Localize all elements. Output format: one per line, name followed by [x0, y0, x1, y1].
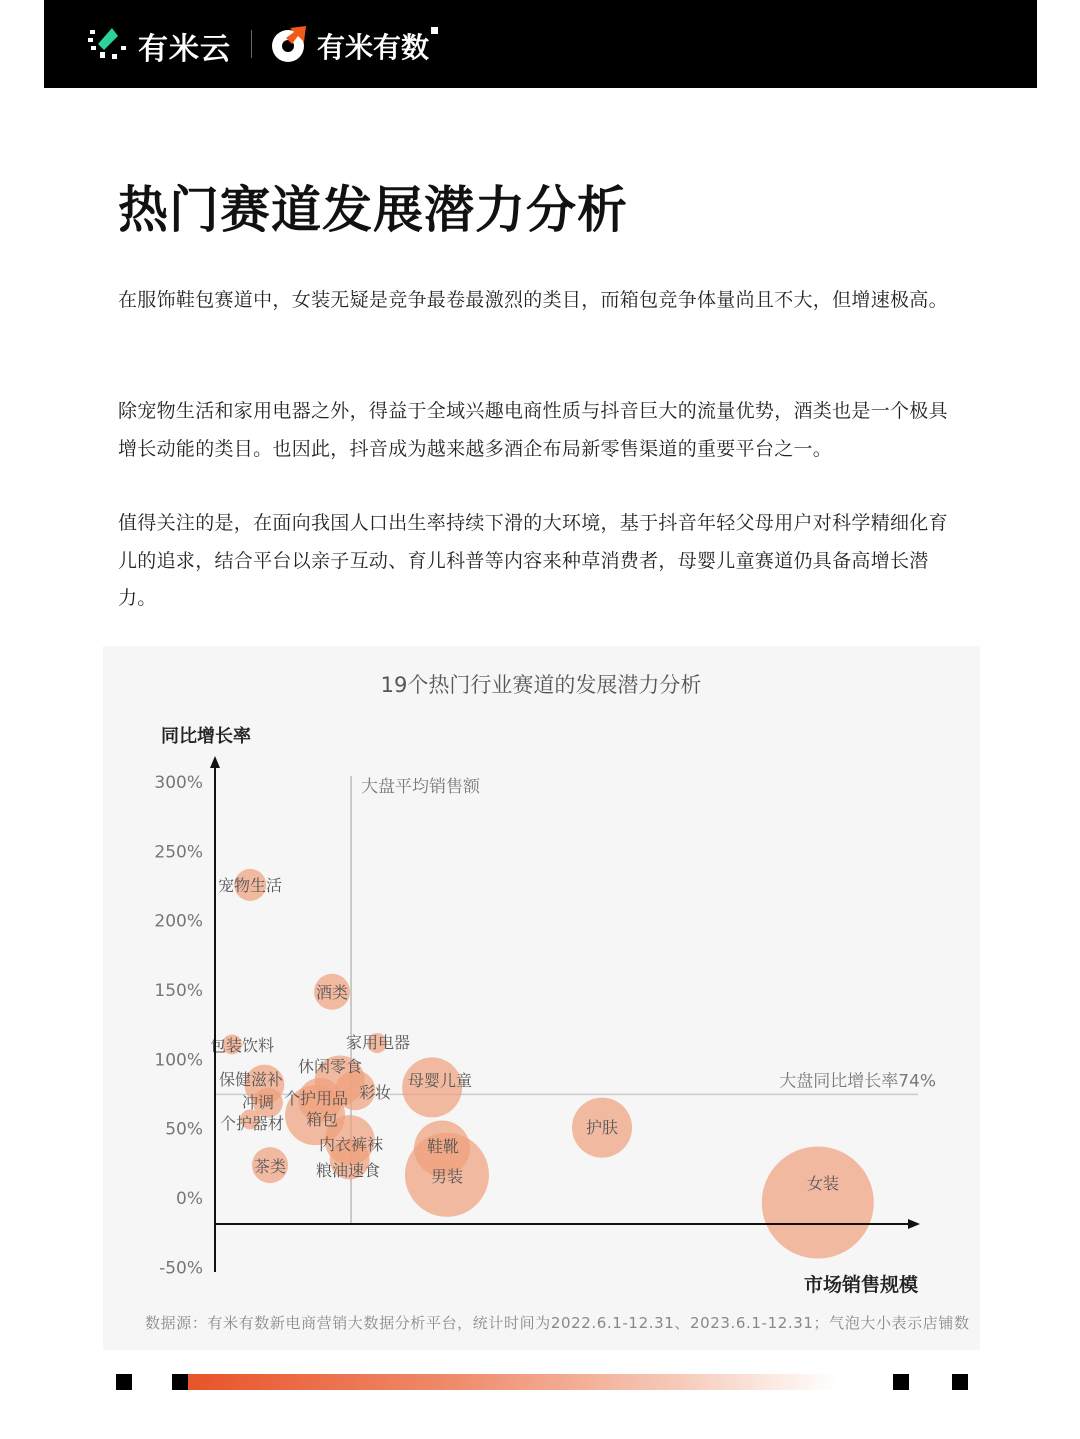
bubble-label: 个护用品 [283, 1089, 349, 1108]
brand-divider [251, 30, 252, 58]
y-axis-arrow-icon [210, 756, 220, 768]
brand-youmi-cloud: 有米云 [138, 32, 231, 67]
brand-youmi-data: 有米有数 [317, 31, 430, 64]
bubble-label: 母婴儿童 [407, 1071, 473, 1090]
decor-square [172, 1374, 188, 1390]
bubble-label: 女装 [806, 1174, 840, 1193]
y-tick-label: 150% [154, 980, 203, 1001]
y-tick-label: 200% [154, 911, 203, 932]
avg-growth-label: 大盘同比增长率74% [779, 1071, 936, 1092]
youmi-data-logo-icon [270, 24, 310, 64]
page-title: 热门赛道发展潜力分析 [118, 181, 628, 239]
bubble-label: 个护器材 [219, 1114, 285, 1133]
bubble-label: 内衣裤袜 [318, 1135, 384, 1154]
bubble-label: 休闲零食 [297, 1057, 363, 1076]
bubble-label: 鞋靴 [426, 1137, 460, 1156]
avg-sales-label: 大盘平均销售额 [361, 777, 481, 797]
paragraph-3: 值得关注的是，在面向我国人口出生率持续下滑的大环境，基于抖音年轻父母用户对科学精细化育儿的追求，结合平台以亲子互动、育儿科普等内容来种草消费者，母婴儿童赛道仍具备高增长潜力。 [118, 512, 948, 609]
y-axis-label: 同比增长率 [161, 726, 251, 747]
bubble-label: 护肤 [585, 1118, 619, 1137]
decor-gradient-bar [188, 1374, 838, 1390]
x-axis-label: 市场销售规模 [803, 1274, 918, 1296]
y-tick-label: 50% [165, 1119, 203, 1140]
decor-square [952, 1374, 968, 1390]
bubble-label: 包装饮料 [209, 1036, 275, 1055]
chart-title: 19个热门行业赛道的发展潜力分析 [380, 673, 702, 697]
y-tick-label: 250% [154, 842, 203, 863]
decor-square [116, 1374, 132, 1390]
y-tick-label: -50% [159, 1258, 203, 1279]
youmi-cloud-logo-icon [88, 26, 128, 62]
bubble-label: 箱包 [305, 1110, 339, 1129]
chart-svg [103, 646, 980, 1350]
bubble-label: 粮油速食 [315, 1161, 381, 1180]
y-tick-label: 300% [154, 772, 203, 793]
x-axis-arrow-icon [908, 1219, 920, 1229]
bubble-chart [103, 646, 980, 1350]
bubble-label: 彩妆 [358, 1083, 392, 1102]
bubble-女装 [762, 1147, 874, 1259]
bubble-label: 保健滋补 [218, 1070, 284, 1089]
brand-dot [431, 27, 438, 34]
bubble-label: 茶类 [253, 1157, 287, 1176]
bubble-label: 酒类 [315, 983, 349, 1002]
bubble-label: 家用电器 [345, 1033, 411, 1052]
bubble-label: 男装 [430, 1167, 464, 1186]
paragraph-1: 在服饰鞋包赛道中，女装无疑是竞争最卷最激烈的类目，而箱包竞争体量尚且不大，但增速极高。 [118, 289, 948, 311]
decor-square [893, 1374, 909, 1390]
bubble-label: 冲调 [241, 1093, 275, 1112]
y-tick-label: 100% [154, 1050, 203, 1071]
source-note: 数据源：有米有数新电商营销大数据分析平台，统计时间为2022.6.1-12.31、2023.6.1-12.31；气泡大小表示店铺数 [145, 1314, 969, 1332]
y-tick-label: 0% [176, 1189, 203, 1209]
bubble-label: 宠物生活 [217, 876, 283, 895]
paragraph-2: 除宠物生活和家用电器之外，得益于全域兴趣电商性质与抖音巨大的流量优势，酒类也是一个极具增长动能的类目。也因此，抖音成为越来越多酒企布局新零售渠道的重要平台之一。 [118, 400, 948, 460]
